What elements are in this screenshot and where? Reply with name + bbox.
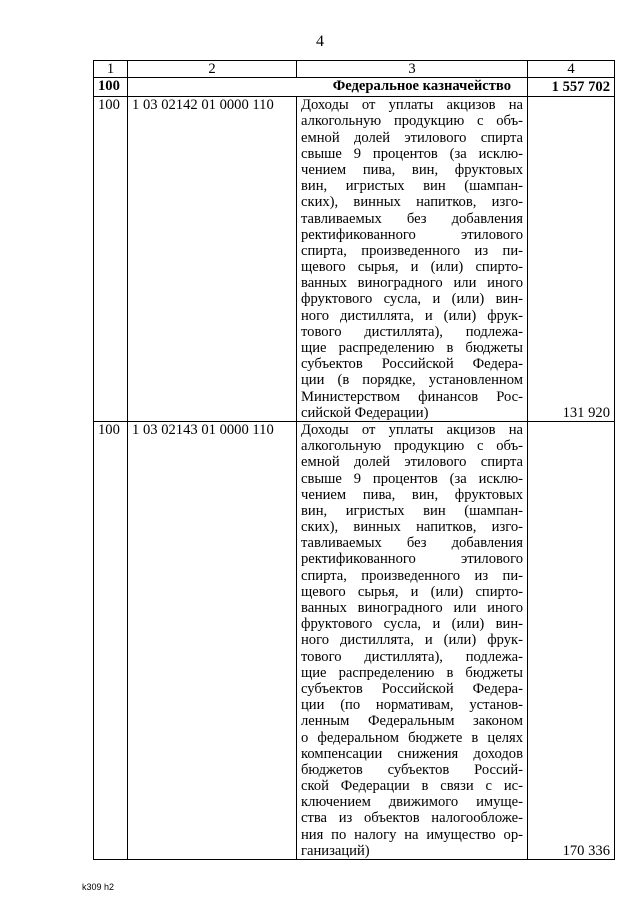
amount-cell: 170 336 [528,421,615,859]
description-line: емной долей этилового спирта [301,454,523,471]
description-cell [297,97,528,422]
description-line: щие распределению в бюджеты [301,340,523,357]
classification-code-cell: 1 03 02143 01 0000 110 [128,421,297,859]
description-line: ключением движимого имуще- [301,794,523,811]
description-line: ции (в порядке, установленном [301,372,523,389]
description-line: субъектов Российской Федера- [301,356,523,373]
description-line: ской Федерации в связи с ис- [301,778,523,795]
column-number-3: 3 [297,61,528,78]
description-line: фруктового сусла, и (или) вин- [301,291,523,308]
description-line: ректификованного этилового [301,551,523,568]
description-line: щие распределению в бюджеты [301,664,523,681]
description-line: ного дистиллята, и (или) фрук- [301,307,523,324]
description-line: тового дистиллята), подлежа- [301,648,523,665]
column-number-row [94,61,615,78]
description-line: Министерством финансов Рос- [301,388,523,405]
column-number-1: 1 [94,61,128,78]
description-line: ванных виноградного или иного [301,275,523,292]
description-line: спирта, произведенного из пи- [301,567,523,584]
table-row [94,97,615,422]
description-line: алкогольную продукцию с объ- [301,113,523,130]
description-line: щевого сырья, и (или) спирто- [301,583,523,600]
description-line: ванных виноградного или иного [301,600,523,617]
description-line: ректификованного этилового [301,226,523,243]
description-line: Доходы от уплаты акцизов на [301,97,523,114]
description-line: ганизаций) [301,842,370,859]
description-cell [297,421,528,859]
description-line: о федеральном бюджете в целях [301,729,523,746]
description-line: ства из объектов налогообложе- [301,810,523,827]
admin-code-cell: 100 [94,97,128,422]
description-line: тавливаемых без добавления [301,210,523,227]
description-line: ния по налогу на имущество ор- [301,826,523,843]
document-footer-code: k309 h2 [82,882,115,892]
description-line: емной долей этилового спирта [301,129,523,146]
description-line: компенсации снижения доходов [301,745,523,762]
description-line: тового дистиллята), подлежа- [301,323,523,340]
description-line: ских), винных напитков, изго- [301,194,523,211]
description-line: чением пива, вин, фруктовых [301,486,523,503]
description-line: тавливаемых без добавления [301,535,523,552]
page-number: 4 [316,33,324,50]
description-line: ции (по нормативам, установ- [301,697,523,714]
description-line: ного дистиллята, и (или) фрук- [301,632,523,649]
description-line: свыше 9 процентов (за исклю- [301,145,523,162]
description-line: вин, игристых вин (шампан- [301,502,523,519]
description-line: чением пива, вин, фруктовых [301,161,523,178]
header-admin-code: 100 [94,78,128,97]
description-line: субъектов Российской Федера- [301,680,523,697]
revenue-table [93,60,615,860]
column-number-4: 4 [528,61,615,78]
administrator-header-row [94,78,615,97]
description-line: свыше 9 процентов (за исклю- [301,470,523,487]
description-line: щевого сырья, и (или) спирто- [301,259,523,276]
admin-code-cell: 100 [94,421,128,859]
column-number-2: 2 [128,61,297,78]
description-line: алкогольную продукцию с объ- [301,438,523,455]
header-total-amount: 1 557 702 [528,78,615,97]
amount-cell: 131 920 [528,97,615,422]
description-line: Доходы от уплаты акцизов на [301,421,523,438]
table-row [94,421,615,859]
description-line: бюджетов субъектов Россий- [301,761,523,778]
classification-code-cell: 1 03 02142 01 0000 110 [128,97,297,422]
description-line: вин, игристых вин (шампан- [301,178,523,195]
description-line: ских), винных напитков, изго- [301,519,523,536]
header-administrator-title: Федеральное казначейство [128,78,528,97]
description-line: спирта, произведенного из пи- [301,242,523,259]
description-line: сийской Федерации) [301,404,429,421]
description-line: ленным Федеральным законом [301,713,523,730]
description-line: фруктового сусла, и (или) вин- [301,616,523,633]
